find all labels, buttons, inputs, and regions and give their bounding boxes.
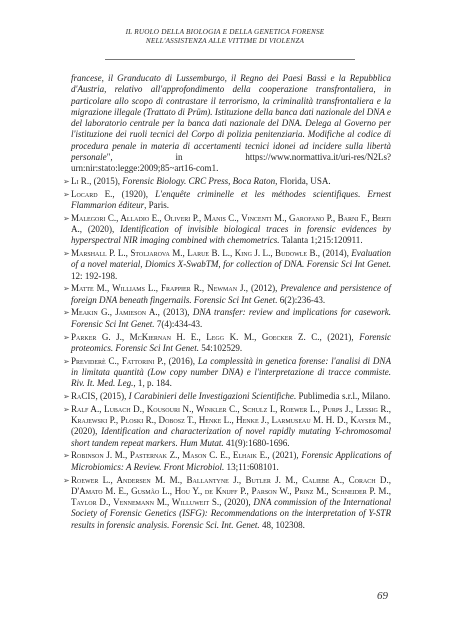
reference-details: Publimedia s.r.l., Milano. xyxy=(296,391,391,401)
reference-details: 48, 102308. xyxy=(259,519,305,530)
arrow-bullet-icon: ➢ xyxy=(63,213,70,223)
arrow-bullet-icon: ➢ xyxy=(63,332,70,342)
reference-details: 7(4):434-43. xyxy=(154,318,203,329)
reference-entry xyxy=(63,450,391,473)
reference-authors: Roewer L., Andersen M. M., Ballantyne J., Butler J. M., Caliebe A., Corach D., D'Amato M. E., Gusmão L., Hou Y., de Knijff P., Parson W., Prinz M., Schneider P. M., Taylor D., Vennemann M., Willuweit S. xyxy=(71,474,391,508)
reference-details: , Paris. xyxy=(144,199,170,210)
arrow-bullet-icon: ➢ xyxy=(63,451,70,461)
reference-year: , (2016), xyxy=(163,355,198,366)
reference-details: 54:102529. xyxy=(198,342,243,353)
reference-year: , (2012), xyxy=(245,283,281,294)
reference-entry xyxy=(63,307,391,330)
reference-title: La complessità in genetica forense: l'analisi di DNA in limitata quantità (Low copy number DNA) e l'interpretazione di tracce commiste. Riv. It. Med. Leg. xyxy=(71,355,391,389)
reference-title: DNA transfer: review and implications for casework. Forensic Sci Int Genet. xyxy=(71,307,392,329)
running-header xyxy=(105,28,345,46)
reference-entries xyxy=(63,176,391,531)
reference-authors: Locard E. xyxy=(71,188,113,199)
arrow-bullet-icon: ➢ xyxy=(63,356,70,366)
reference-authors: Matte M., Williams L., Frappier R., Newman J. xyxy=(71,283,246,294)
arrow-bullet-icon: ➢ xyxy=(63,475,70,485)
reference-title: Identification of invisible biological traces in forensic evidences by hyperspectral NIR imaging combined with chemometrics. xyxy=(71,223,391,246)
reference-details: 6(2):236-43. xyxy=(277,294,326,305)
arrow-bullet-icon: ➢ xyxy=(63,392,70,401)
reference-year: , (2021), xyxy=(267,450,302,461)
arrow-bullet-icon: ➢ xyxy=(63,249,70,259)
reference-entry xyxy=(63,248,391,282)
reference-year: , (2020), xyxy=(79,223,120,234)
arrow-bullet-icon: ➢ xyxy=(63,189,70,199)
reference-authors: Parker G. J., McKiernan H. E., Legg K. M., Goecker Z. C. xyxy=(71,331,320,342)
reference-year: , (2015), xyxy=(95,391,129,401)
reference-authors: Malegori C., Alladio E., Oliveri P., Manis C., Vincenti M., Garofano P., Barni F., Berti A. xyxy=(71,212,391,234)
reference-authors: Robinson J. M., Pasternak Z., Mason C. E., Elhaik E. xyxy=(71,450,268,461)
reference-entry xyxy=(63,332,391,355)
reference-year: , (2013), xyxy=(157,307,193,318)
reference-entry xyxy=(63,391,391,402)
reference-entry xyxy=(63,475,391,531)
reference-year: , (2015), xyxy=(89,175,123,186)
reference-title: Identification and characterization of novel rapidly mutating Y-chromosomal short tandem repeat markers. Hum Mutat. xyxy=(71,426,391,448)
reference-title: I Carabinieri delle Investigazioni Scientifiche. xyxy=(128,391,297,401)
reference-year: , (1920), xyxy=(112,188,156,199)
reference-year: , (2020), xyxy=(219,497,254,508)
reference-entry xyxy=(63,283,391,306)
running-header-line-1: IL RUOLO DELLA BIOLOGIA E DELLA GENETICA FORENSE xyxy=(125,28,325,36)
reference-title: Evaluation of a novel material, Diomics X-SwabTM, for collection of DNA. Forensic Sci Int Genet. xyxy=(71,248,391,270)
arrow-bullet-icon: ➢ xyxy=(63,404,70,414)
reference-details: 12: 192-198. xyxy=(71,270,118,281)
reference-entry xyxy=(63,213,391,247)
reference-authors: Marshall P. L., Stoljarova M., Larue B. L., King J. L., Budowle B. xyxy=(71,248,318,259)
running-header-line-2: NELL'ASSISTENZA ALLE VITTIME DI VIOLENZA xyxy=(145,37,305,45)
reference-authors: Meakin G., Jamieson A. xyxy=(71,307,158,318)
reference-details: Talanta 1;215:120911. xyxy=(279,235,363,246)
reference-authors: RaCIS xyxy=(71,391,96,401)
header-divider xyxy=(105,59,355,60)
reference-authors: Ralf A., Lubach D., Kousouri N., Winkler C., Schulz I., Roewer L., Purps J., Lessig R., Krajewski P., Ploski R., Dobosz T., Henke L., Henke J., Larmuseau M. H. D., Kayser M. xyxy=(71,403,391,426)
reference-details: , Florida, USA. xyxy=(275,175,331,186)
reference-title: Forensic Applications of Microbiomics: A Review. Front Microbiol. xyxy=(71,450,391,472)
reference-title: Forensic proteomics. Forensic Sci Int Genet. xyxy=(71,331,392,353)
reference-entry xyxy=(63,356,391,390)
continuation-rest: ", in https://www.normattiva.it/uri-res/N2Ls?urn:nir:stato:legge:2009;85~art16-com1. xyxy=(71,151,391,173)
reference-year: , (2014), xyxy=(317,248,352,259)
reference-title: L'enquête criminelle et les méthodes scientifiques. Ernest Flammarion éditeur xyxy=(71,188,391,210)
references-list xyxy=(63,73,391,532)
reference-authors: Li R. xyxy=(71,175,90,186)
reference-title: DNA commission of the International Society of Forensic Genetics (ISFG): Recommendations on the interpretation of Y-STR results in forensic analysis. Forensic Sci. Int. Genet. xyxy=(71,497,391,530)
reference-authors: Previderè C., Fattorini P. xyxy=(71,355,164,366)
arrow-bullet-icon: ➢ xyxy=(63,308,70,318)
reference-entry xyxy=(63,404,391,449)
arrow-bullet-icon: ➢ xyxy=(63,176,70,186)
reference-details: 41(9):1680-1696. xyxy=(223,437,290,448)
reference-continuation xyxy=(63,73,391,174)
reference-entry xyxy=(63,176,391,187)
reference-year: , (2021), xyxy=(319,331,360,342)
reference-details: , 1, p. 184. xyxy=(133,378,172,389)
continuation-italic: francese, il Granducato di Lussemburgo, il Regno dei Paesi Bassi e la Repubblica d'Austria, relativo all'approfondimento della cooperazione transfrontaliera, in particolare allo scopo di contrastare il terrorismo, la criminalità transfrontaliera e la migrazione illegale (Trattato di Prüm). Istituzione della banca dati nazionale del DNA e del laboratorio centrale per la banca dati nazionale del DNA. Delega al Governo per l'istituzione dei ruoli tecnici del Corpo di polizia penitenziaria. Modifiche al codice di procedura penale in materia di accertamenti tecnici idonei ad incidere sulla libertà personale xyxy=(71,73,391,162)
reference-details: 13;11:608101. xyxy=(224,461,279,472)
reference-year: , (2020), xyxy=(71,415,391,437)
reference-title: Forensic Biology. CRC Press, Boca Raton xyxy=(122,175,276,186)
page-number: 69 xyxy=(377,590,388,602)
reference-title: Prevalence and persistence of foreign DNA beneath fingernails. Forensic Sci Int Genet. xyxy=(71,283,391,305)
reference-entry xyxy=(63,189,391,212)
arrow-bullet-icon: ➢ xyxy=(63,284,70,294)
